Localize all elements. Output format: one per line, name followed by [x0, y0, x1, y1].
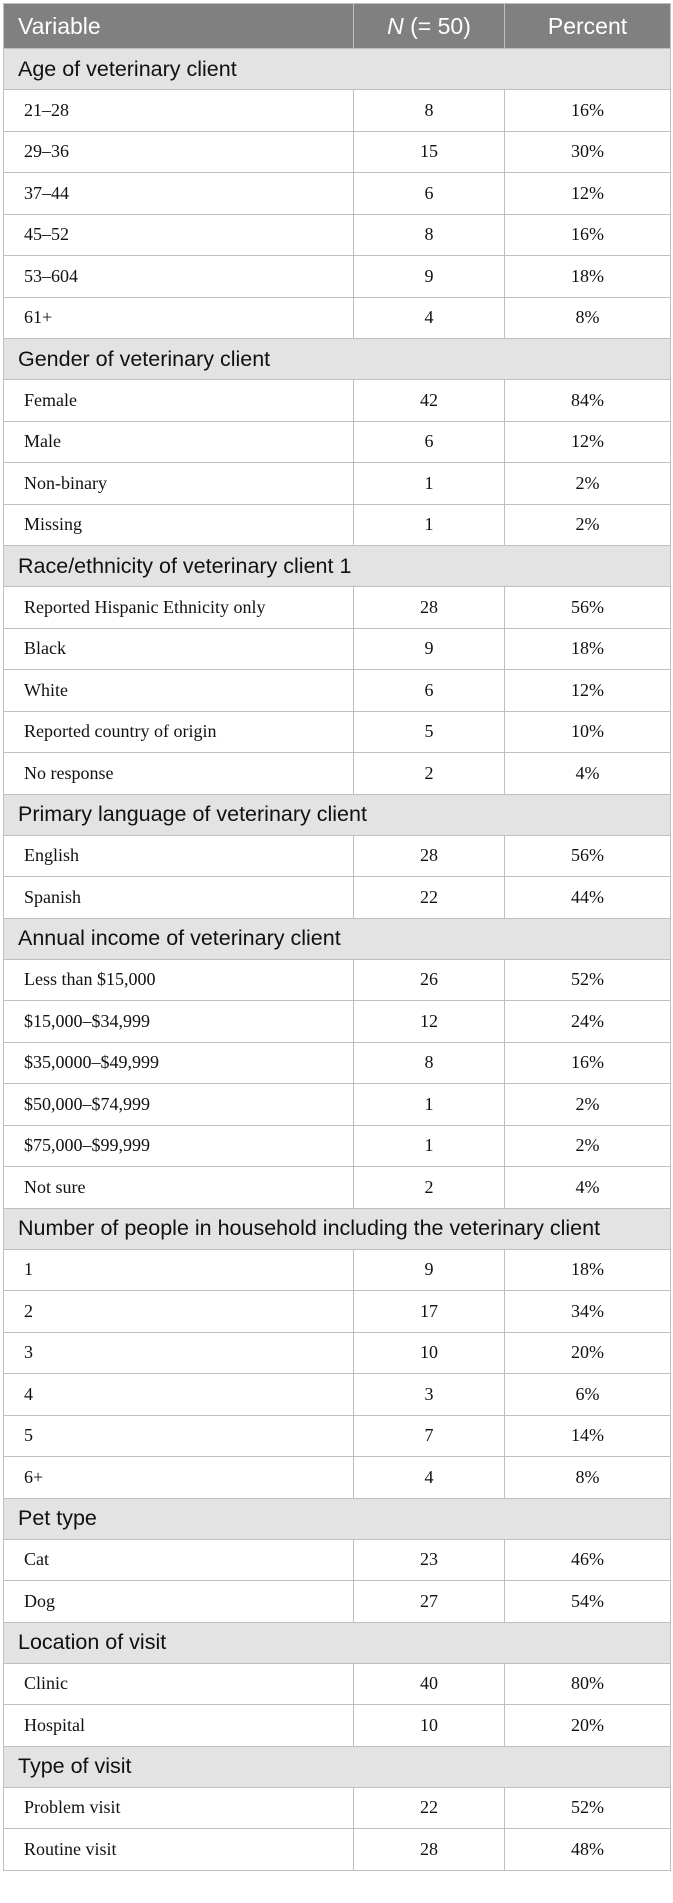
row-label: 3: [4, 1332, 354, 1374]
row-label: 1: [4, 1249, 354, 1291]
row-percent: 14%: [505, 1415, 671, 1457]
header-variable: Variable: [4, 4, 354, 49]
row-percent: 80%: [505, 1663, 671, 1705]
row-percent: 34%: [505, 1291, 671, 1333]
row-percent: 2%: [505, 504, 671, 546]
row-count: 2: [354, 753, 505, 795]
row-percent: 84%: [505, 380, 671, 422]
header-n-suffix: (= 50): [403, 12, 471, 39]
row-percent: 54%: [505, 1581, 671, 1623]
row-label: No response: [4, 753, 354, 795]
table-row: [4, 1663, 671, 1705]
row-count: 7: [354, 1415, 505, 1457]
row-percent: 18%: [505, 628, 671, 670]
row-count: 6: [354, 670, 505, 712]
table-row: [4, 504, 671, 546]
table-row: [4, 421, 671, 463]
header-percent: Percent: [505, 4, 671, 49]
row-percent: 2%: [505, 1125, 671, 1167]
row-label: 6+: [4, 1457, 354, 1499]
row-label: 4: [4, 1374, 354, 1416]
row-count: 28: [354, 1829, 505, 1871]
row-label: $50,000–$74,999: [4, 1084, 354, 1126]
row-percent: 8%: [505, 297, 671, 339]
section-header-row: [4, 1622, 671, 1663]
table-row: [4, 711, 671, 753]
row-percent: 2%: [505, 463, 671, 505]
row-count: 40: [354, 1663, 505, 1705]
row-label: 2: [4, 1291, 354, 1333]
row-percent: 8%: [505, 1457, 671, 1499]
row-percent: 18%: [505, 256, 671, 298]
table-row: [4, 1539, 671, 1581]
row-percent: 56%: [505, 835, 671, 877]
row-count: 28: [354, 835, 505, 877]
table-row: [4, 173, 671, 215]
row-count: 1: [354, 1084, 505, 1126]
table-body: [4, 49, 671, 1871]
table-row: [4, 1374, 671, 1416]
row-percent: 16%: [505, 214, 671, 256]
row-percent: 46%: [505, 1539, 671, 1581]
row-percent: 12%: [505, 173, 671, 215]
row-label: Black: [4, 628, 354, 670]
row-percent: 52%: [505, 959, 671, 1001]
row-percent: 20%: [505, 1705, 671, 1747]
row-count: 8: [354, 1042, 505, 1084]
table-row: [4, 587, 671, 629]
section-title: Location of visit: [4, 1622, 671, 1663]
row-count: 1: [354, 463, 505, 505]
row-label: 21–28: [4, 90, 354, 132]
section-header-row: [4, 1746, 671, 1787]
section-header-row: [4, 918, 671, 959]
row-label: Routine visit: [4, 1829, 354, 1871]
row-percent: 4%: [505, 753, 671, 795]
row-count: 12: [354, 1001, 505, 1043]
demographics-table: [3, 3, 671, 1871]
section-header-row: [4, 794, 671, 835]
table-row: [4, 1415, 671, 1457]
table-row: [4, 1457, 671, 1499]
row-count: 4: [354, 1457, 505, 1499]
row-percent: 16%: [505, 1042, 671, 1084]
table-row: [4, 131, 671, 173]
table-header-row: [4, 4, 671, 49]
table-row: [4, 628, 671, 670]
section-title: Gender of veterinary client: [4, 339, 671, 380]
table-row: [4, 753, 671, 795]
table-row: [4, 297, 671, 339]
row-count: 3: [354, 1374, 505, 1416]
row-percent: 18%: [505, 1249, 671, 1291]
row-count: 28: [354, 587, 505, 629]
row-percent: 4%: [505, 1167, 671, 1209]
row-label: Problem visit: [4, 1787, 354, 1829]
row-percent: 12%: [505, 670, 671, 712]
section-title: Annual income of veterinary client: [4, 918, 671, 959]
table-row: [4, 1829, 671, 1871]
row-count: 1: [354, 1125, 505, 1167]
row-label: 53–604: [4, 256, 354, 298]
row-count: 15: [354, 131, 505, 173]
section-header-row: [4, 1498, 671, 1539]
row-count: 9: [354, 1249, 505, 1291]
row-label: Hospital: [4, 1705, 354, 1747]
row-percent: 24%: [505, 1001, 671, 1043]
row-label: $15,000–$34,999: [4, 1001, 354, 1043]
table-row: [4, 463, 671, 505]
row-label: Female: [4, 380, 354, 422]
section-title: Number of people in household including the veterinary client: [4, 1208, 671, 1249]
row-count: 4: [354, 297, 505, 339]
row-label: 5: [4, 1415, 354, 1457]
row-percent: 10%: [505, 711, 671, 753]
row-count: 10: [354, 1705, 505, 1747]
table-row: [4, 214, 671, 256]
row-label: Non-binary: [4, 463, 354, 505]
table-row: [4, 670, 671, 712]
row-count: 8: [354, 90, 505, 132]
section-title: Age of veterinary client: [4, 49, 671, 90]
row-count: 5: [354, 711, 505, 753]
row-label: Not sure: [4, 1167, 354, 1209]
section-header-row: [4, 1208, 671, 1249]
section-header-row: [4, 339, 671, 380]
row-count: 22: [354, 877, 505, 919]
row-count: 9: [354, 256, 505, 298]
section-header-row: [4, 49, 671, 90]
table-row: [4, 1125, 671, 1167]
section-header-row: [4, 546, 671, 587]
row-count: 1: [354, 504, 505, 546]
table-row: [4, 90, 671, 132]
section-title: Primary language of veterinary client: [4, 794, 671, 835]
header-n: [354, 4, 505, 49]
row-label: $75,000–$99,999: [4, 1125, 354, 1167]
row-label: English: [4, 835, 354, 877]
row-count: 26: [354, 959, 505, 1001]
row-count: 10: [354, 1332, 505, 1374]
table-row: [4, 1581, 671, 1623]
row-label: Missing: [4, 504, 354, 546]
row-count: 22: [354, 1787, 505, 1829]
table-row: [4, 1332, 671, 1374]
header-n-symbol: N: [387, 12, 404, 39]
table-row: [4, 1167, 671, 1209]
row-label: Reported Hispanic Ethnicity only: [4, 587, 354, 629]
table-row: [4, 1249, 671, 1291]
row-percent: 44%: [505, 877, 671, 919]
section-title: Pet type: [4, 1498, 671, 1539]
row-count: 17: [354, 1291, 505, 1333]
table-row: [4, 1042, 671, 1084]
row-count: 8: [354, 214, 505, 256]
row-count: 9: [354, 628, 505, 670]
row-count: 27: [354, 1581, 505, 1623]
row-count: 6: [354, 173, 505, 215]
row-label: 61+: [4, 297, 354, 339]
section-title: Race/ethnicity of veterinary client 1: [4, 546, 671, 587]
section-title: Type of visit: [4, 1746, 671, 1787]
row-label: Less than $15,000: [4, 959, 354, 1001]
row-count: 6: [354, 421, 505, 463]
row-count: 23: [354, 1539, 505, 1581]
row-count: 42: [354, 380, 505, 422]
row-percent: 56%: [505, 587, 671, 629]
row-label: Reported country of origin: [4, 711, 354, 753]
table-row: [4, 1001, 671, 1043]
row-label: Clinic: [4, 1663, 354, 1705]
row-label: 29–36: [4, 131, 354, 173]
table-row: [4, 1084, 671, 1126]
table-row: [4, 1787, 671, 1829]
table-row: [4, 380, 671, 422]
table-row: [4, 256, 671, 298]
row-label: 45–52: [4, 214, 354, 256]
row-percent: 52%: [505, 1787, 671, 1829]
row-percent: 48%: [505, 1829, 671, 1871]
table-row: [4, 835, 671, 877]
table-row: [4, 877, 671, 919]
row-percent: 2%: [505, 1084, 671, 1126]
table-row: [4, 1291, 671, 1333]
table-row: [4, 959, 671, 1001]
row-percent: 20%: [505, 1332, 671, 1374]
row-label: $35,0000–$49,999: [4, 1042, 354, 1084]
row-label: Spanish: [4, 877, 354, 919]
row-label: Dog: [4, 1581, 354, 1623]
row-percent: 12%: [505, 421, 671, 463]
row-label: Cat: [4, 1539, 354, 1581]
row-label: 37–44: [4, 173, 354, 215]
row-percent: 16%: [505, 90, 671, 132]
table-row: [4, 1705, 671, 1747]
row-label: Male: [4, 421, 354, 463]
row-label: White: [4, 670, 354, 712]
row-percent: 30%: [505, 131, 671, 173]
row-count: 2: [354, 1167, 505, 1209]
row-percent: 6%: [505, 1374, 671, 1416]
